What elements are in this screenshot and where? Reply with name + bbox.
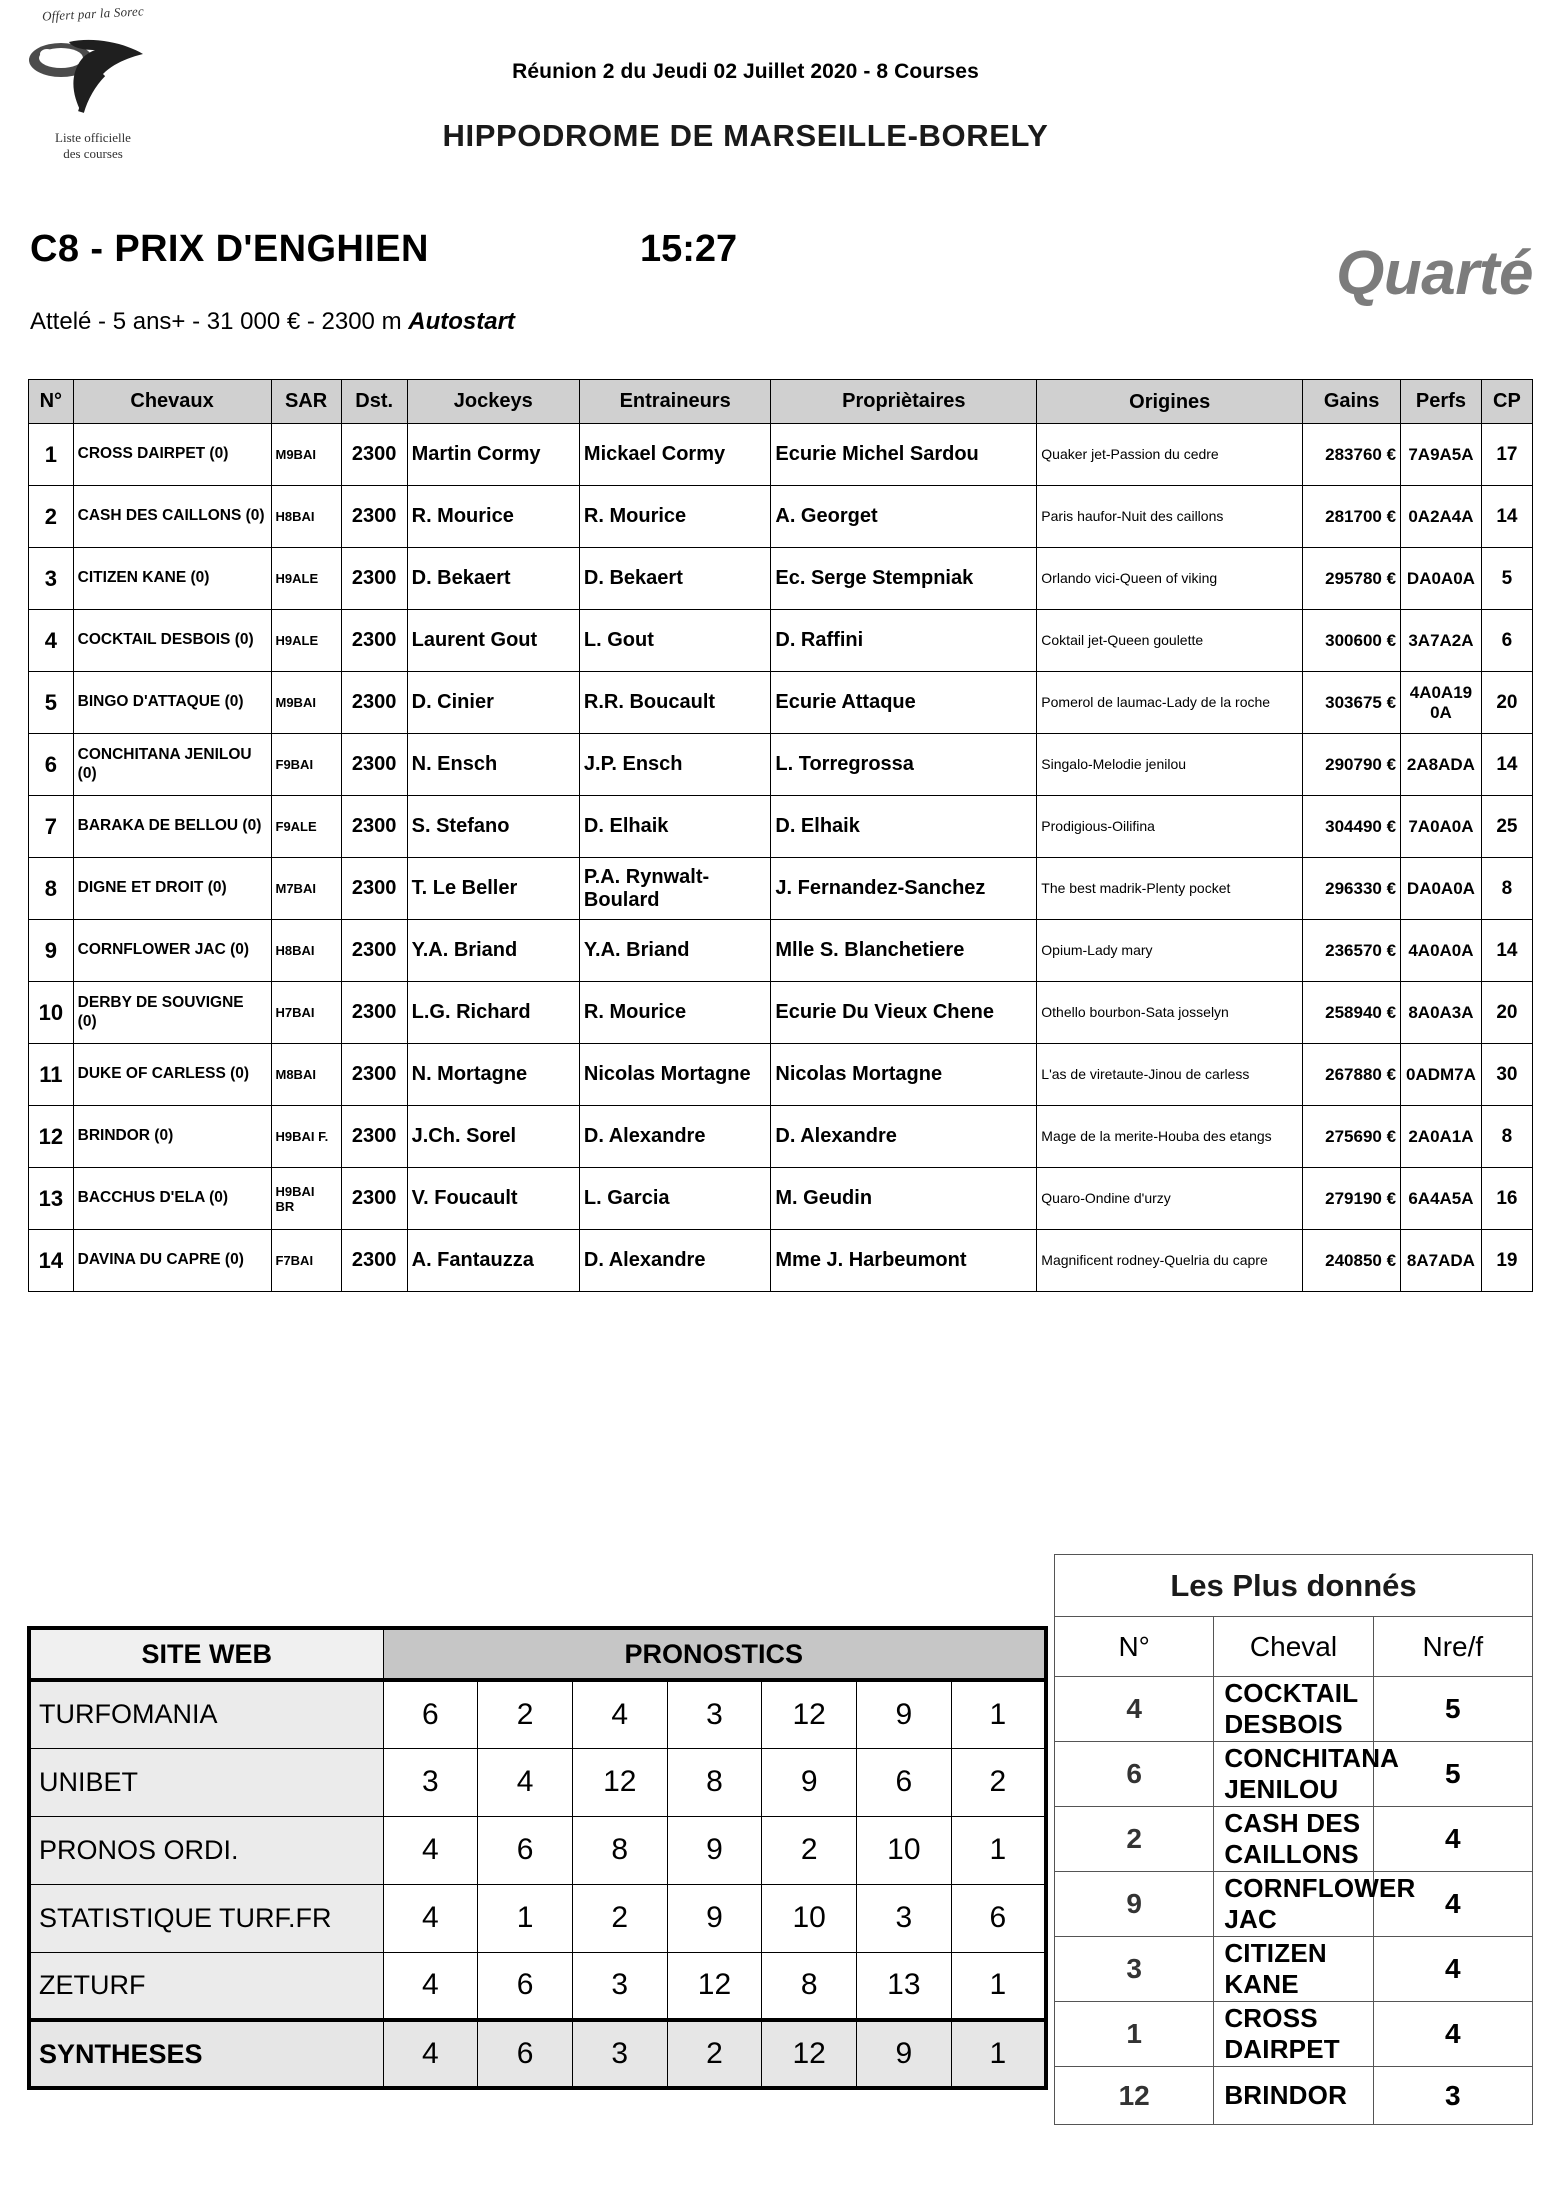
plus-donnes-horse: CASH DES CAILLONS	[1214, 1807, 1373, 1872]
pronostic-pick: 1	[951, 2020, 1046, 2088]
table-row	[29, 858, 1533, 920]
runner-distance: 2300	[341, 548, 407, 610]
runner-gains: 296330 €	[1303, 858, 1401, 920]
runner-perfs: 6A4A5A	[1401, 1168, 1482, 1230]
runner-horse-name: DUKE OF CARLESS (0)	[73, 1044, 271, 1106]
runner-sar: M8BAI	[271, 1044, 341, 1106]
plus-donnes-count: 4	[1373, 1937, 1532, 2002]
runner-perfs: DA0A0A	[1401, 548, 1482, 610]
runner-origin: L'as de viretaute-Jinou de carless	[1037, 1044, 1303, 1106]
runner-distance: 2300	[341, 858, 407, 920]
runner-origin: Coktail jet-Queen goulette	[1037, 610, 1303, 672]
plus-donnes-count: 3	[1373, 2067, 1532, 2125]
plus-donnes-number: 9	[1055, 1872, 1214, 1937]
plus-donnes-count: 5	[1373, 1677, 1532, 1742]
runner-gains: 279190 €	[1303, 1168, 1401, 1230]
pronostic-pick: 4	[572, 1680, 667, 1748]
runner-owner: A. Georget	[771, 486, 1037, 548]
sorec-logo	[18, 3, 168, 184]
runner-perfs: 0ADM7A	[1401, 1044, 1482, 1106]
table-row	[29, 796, 1533, 858]
runner-owner: Ecurie Attaque	[771, 672, 1037, 734]
table-row	[29, 1106, 1533, 1168]
plus-donnes-title-row	[1055, 1555, 1533, 1617]
runner-cp: 25	[1481, 796, 1532, 858]
pronostic-pick: 4	[383, 1884, 478, 1952]
runner-jockey: N. Mortagne	[407, 1044, 579, 1106]
runner-jockey: L.G. Richard	[407, 982, 579, 1044]
runner-origin: Mage de la merite-Houba des etangs	[1037, 1106, 1303, 1168]
runner-distance: 2300	[341, 982, 407, 1044]
runner-sar: F9ALE	[271, 796, 341, 858]
table-row	[29, 672, 1533, 734]
pronostic-site-name: ZETURF	[29, 1952, 383, 2020]
runner-origin: Quaker jet-Passion du cedre	[1037, 424, 1303, 486]
race-title: C8 - PRIX D'ENGHIEN	[30, 228, 429, 270]
runner-number: 7	[29, 796, 74, 858]
col-header-cp: CP	[1481, 380, 1532, 424]
runner-owner: J. Fernandez-Sanchez	[771, 858, 1037, 920]
pronostic-pick: 4	[383, 2020, 478, 2088]
pronostic-pick: 12	[667, 1952, 762, 2020]
runner-horse-name: CROSS DAIRPET (0)	[73, 424, 271, 486]
race-conditions	[30, 308, 515, 336]
runners-table	[28, 379, 1533, 1292]
runner-cp: 30	[1481, 1044, 1532, 1106]
runner-horse-name: CASH DES CAILLONS (0)	[73, 486, 271, 548]
logo-top-text: Offert par la Sorec	[41, 3, 145, 24]
runner-owner: D. Elhaik	[771, 796, 1037, 858]
table-row	[29, 610, 1533, 672]
runner-sar: F9BAI	[271, 734, 341, 796]
runner-distance: 2300	[341, 1230, 407, 1292]
table-row	[29, 1680, 1046, 1748]
runner-horse-name: COCKTAIL DESBOIS (0)	[73, 610, 271, 672]
runner-gains: 304490 €	[1303, 796, 1401, 858]
pronostic-pick: 2	[951, 1748, 1046, 1816]
runner-perfs: 0A2A4A	[1401, 486, 1482, 548]
plus-col-header-nref: Nre/f	[1373, 1617, 1532, 1677]
runner-distance: 2300	[341, 1044, 407, 1106]
runner-jockey: Y.A. Briand	[407, 920, 579, 982]
runner-jockey: Martin Cormy	[407, 424, 579, 486]
runner-cp: 16	[1481, 1168, 1532, 1230]
runners-header-row	[29, 380, 1533, 424]
pronostic-pick: 3	[383, 1748, 478, 1816]
runner-horse-name: DAVINA DU CAPRE (0)	[73, 1230, 271, 1292]
runner-perfs: 3A7A2A	[1401, 610, 1482, 672]
table-row	[29, 920, 1533, 982]
plus-donnes-horse: CROSS DAIRPET	[1214, 2002, 1373, 2067]
runner-gains: 267880 €	[1303, 1044, 1401, 1106]
runner-jockey: N. Ensch	[407, 734, 579, 796]
runner-perfs: 4A0A0A	[1401, 920, 1482, 982]
plus-col-header-cheval: Cheval	[1214, 1617, 1373, 1677]
runner-number: 10	[29, 982, 74, 1044]
plus-donnes-number: 1	[1055, 2002, 1214, 2067]
plus-donnes-horse: CITIZEN KANE	[1214, 1937, 1373, 2002]
pronostic-pick: 6	[478, 1816, 573, 1884]
runner-horse-name: BRINDOR (0)	[73, 1106, 271, 1168]
runner-number: 12	[29, 1106, 74, 1168]
runner-distance: 2300	[341, 1106, 407, 1168]
table-row	[29, 982, 1533, 1044]
runner-cp: 14	[1481, 486, 1532, 548]
runner-trainer: J.P. Ensch	[579, 734, 770, 796]
runner-number: 13	[29, 1168, 74, 1230]
table-row	[29, 424, 1533, 486]
runner-gains: 283760 €	[1303, 424, 1401, 486]
runner-distance: 2300	[341, 486, 407, 548]
runner-gains: 240850 €	[1303, 1230, 1401, 1292]
runner-sar: H8BAI	[271, 486, 341, 548]
list-item	[1055, 2002, 1533, 2067]
list-item	[1055, 2067, 1533, 2125]
race-conditions-text: Attelé - 5 ans+ - 31 000 € - 2300 m	[30, 308, 409, 335]
runner-distance: 2300	[341, 920, 407, 982]
runner-gains: 303675 €	[1303, 672, 1401, 734]
runner-owner: Mlle S. Blanchetiere	[771, 920, 1037, 982]
runner-origin: Orlando vici-Queen of viking	[1037, 548, 1303, 610]
runner-sar: H7BAI	[271, 982, 341, 1044]
table-row	[29, 1884, 1046, 1952]
plus-donnes-number: 3	[1055, 1937, 1214, 2002]
pronostic-site-name: TURFOMANIA	[29, 1680, 383, 1748]
col-header-dst: Dst.	[341, 380, 407, 424]
runner-owner: M. Geudin	[771, 1168, 1037, 1230]
pronostic-site-name: UNIBET	[29, 1748, 383, 1816]
runner-trainer: P.A. Rynwalt-Boulard	[579, 858, 770, 920]
runner-jockey: Laurent Gout	[407, 610, 579, 672]
runner-distance: 2300	[341, 672, 407, 734]
runner-sar: F7BAI	[271, 1230, 341, 1292]
runner-jockey: D. Bekaert	[407, 548, 579, 610]
runner-trainer: R.R. Boucault	[579, 672, 770, 734]
runner-sar: M9BAI	[271, 672, 341, 734]
race-time: 15:27	[640, 228, 738, 270]
runner-owner: D. Raffini	[771, 610, 1037, 672]
runner-origin: Opium-Lady mary	[1037, 920, 1303, 982]
col-header-trainers: Entraineurs	[579, 380, 770, 424]
plus-col-header-no: N°	[1055, 1617, 1214, 1677]
runner-origin: Pomerol de laumac-Lady de la roche	[1037, 672, 1303, 734]
table-row	[29, 548, 1533, 610]
runner-number: 11	[29, 1044, 74, 1106]
runner-cp: 19	[1481, 1230, 1532, 1292]
runner-origin: Singalo-Melodie jenilou	[1037, 734, 1303, 796]
pronostics-col-header-site: SITE WEB	[29, 1628, 383, 1680]
plus-donnes-title: Les Plus donnés	[1055, 1555, 1533, 1617]
col-header-sar: SAR	[271, 380, 341, 424]
list-item	[1055, 1677, 1533, 1742]
pronostic-pick: 8	[762, 1952, 857, 2020]
runner-cp: 8	[1481, 858, 1532, 920]
table-row	[29, 1230, 1533, 1292]
runner-origin: The best madrik-Plenty pocket	[1037, 858, 1303, 920]
list-item	[1055, 1937, 1533, 2002]
plus-donnes-count: 5	[1373, 1742, 1532, 1807]
runner-origin: Othello bourbon-Sata josselyn	[1037, 982, 1303, 1044]
runner-origin: Magnificent rodney-Quelria du capre	[1037, 1230, 1303, 1292]
plus-donnes-number: 6	[1055, 1742, 1214, 1807]
col-header-origins: Origines	[1037, 380, 1303, 424]
runner-horse-name: BARAKA DE BELLOU (0)	[73, 796, 271, 858]
runner-jockey: V. Foucault	[407, 1168, 579, 1230]
plus-donnes-number: 4	[1055, 1677, 1214, 1742]
pronostic-pick: 10	[762, 1884, 857, 1952]
runner-owner: Nicolas Mortagne	[771, 1044, 1037, 1106]
pronostic-pick: 4	[383, 1952, 478, 2020]
runner-jockey: J.Ch. Sorel	[407, 1106, 579, 1168]
runner-trainer: L. Garcia	[579, 1168, 770, 1230]
runner-perfs: DA0A0A	[1401, 858, 1482, 920]
runner-trainer: Y.A. Briand	[579, 920, 770, 982]
runner-sar: H9ALE	[271, 548, 341, 610]
runner-cp: 20	[1481, 982, 1532, 1044]
pronostic-pick: 12	[762, 2020, 857, 2088]
col-header-horses: Chevaux	[73, 380, 271, 424]
pronostic-pick: 2	[762, 1816, 857, 1884]
runner-sar: M7BAI	[271, 858, 341, 920]
runner-owner: D. Alexandre	[771, 1106, 1037, 1168]
runner-number: 8	[29, 858, 74, 920]
runner-origin: Paris haufor-Nuit des caillons	[1037, 486, 1303, 548]
bet-type-label: Quarté	[1336, 239, 1533, 308]
runner-trainer: L. Gout	[579, 610, 770, 672]
pronostic-pick: 6	[383, 1680, 478, 1748]
runner-distance: 2300	[341, 1168, 407, 1230]
table-row	[29, 1748, 1046, 1816]
runner-gains: 258940 €	[1303, 982, 1401, 1044]
runner-jockey: S. Stefano	[407, 796, 579, 858]
pronostic-pick: 12	[762, 1680, 857, 1748]
pronostic-pick: 9	[667, 1884, 762, 1952]
runner-jockey: T. Le Beller	[407, 858, 579, 920]
logo-bottom-line-2: des courses	[63, 146, 123, 162]
pronostic-site-name: PRONOS ORDI.	[29, 1816, 383, 1884]
hippodrome-title: HIPPODROME DE MARSEILLE-BORELY	[442, 118, 1049, 153]
runner-horse-name: BINGO D'ATTAQUE (0)	[73, 672, 271, 734]
runner-horse-name: CORNFLOWER JAC (0)	[73, 920, 271, 982]
pronostics-header-row	[29, 1628, 1046, 1680]
pronostic-pick: 6	[951, 1884, 1046, 1952]
list-item	[1055, 1742, 1533, 1807]
runner-perfs: 4A0A19 0A	[1401, 672, 1482, 734]
runner-owner: Ecurie Du Vieux Chene	[771, 982, 1037, 1044]
runner-gains: 281700 €	[1303, 486, 1401, 548]
pronostic-pick: 9	[667, 1816, 762, 1884]
runner-perfs: 2A0A1A	[1401, 1106, 1482, 1168]
runner-cp: 5	[1481, 548, 1532, 610]
pronostic-site-name: STATISTIQUE TURF.FR	[29, 1884, 383, 1952]
runner-sar: H9BAI BR	[271, 1168, 341, 1230]
runner-jockey: D. Cinier	[407, 672, 579, 734]
race-start-type: Autostart	[408, 308, 515, 335]
runner-jockey: R. Mourice	[407, 486, 579, 548]
plus-donnes-count: 4	[1373, 2002, 1532, 2067]
runner-gains: 295780 €	[1303, 548, 1401, 610]
runner-sar: H9ALE	[271, 610, 341, 672]
plus-donnes-horse: CONCHITANA JENILOU	[1214, 1742, 1373, 1807]
pronostic-pick: 4	[478, 1748, 573, 1816]
runner-trainer: R. Mourice	[579, 982, 770, 1044]
runner-number: 1	[29, 424, 74, 486]
logo-bottom-line-1: Liste officielle	[55, 130, 131, 145]
pronostic-pick: 10	[857, 1816, 952, 1884]
pronostics-col-header-picks: PRONOSTICS	[383, 1628, 1046, 1680]
plus-donnes-table	[1054, 1554, 1533, 2125]
runner-perfs: 7A9A5A	[1401, 424, 1482, 486]
runner-horse-name: DIGNE ET DROIT (0)	[73, 858, 271, 920]
runner-trainer: D. Alexandre	[579, 1230, 770, 1292]
plus-donnes-horse: COCKTAIL DESBOIS	[1214, 1677, 1373, 1742]
runner-owner: Ec. Serge Stempniak	[771, 548, 1037, 610]
pronostic-pick: 9	[857, 2020, 952, 2088]
pronostic-pick: 8	[667, 1748, 762, 1816]
pronostic-pick: 9	[762, 1748, 857, 1816]
pronostic-pick: 13	[857, 1952, 952, 2020]
list-item	[1055, 1807, 1533, 1872]
runner-cp: 20	[1481, 672, 1532, 734]
plus-donnes-count: 4	[1373, 1807, 1532, 1872]
runner-trainer: D. Bekaert	[579, 548, 770, 610]
runner-number: 4	[29, 610, 74, 672]
pronostic-pick: 4	[383, 1816, 478, 1884]
col-header-jockeys: Jockeys	[407, 380, 579, 424]
pronostics-section	[27, 1626, 1048, 2090]
runner-gains: 300600 €	[1303, 610, 1401, 672]
runner-trainer: Mickael Cormy	[579, 424, 770, 486]
col-header-perfs: Perfs	[1401, 380, 1482, 424]
plus-donnes-header-row	[1055, 1617, 1533, 1677]
runner-number: 14	[29, 1230, 74, 1292]
reunion-line: Réunion 2 du Jeudi 02 Juillet 2020 - 8 Courses	[512, 60, 979, 83]
pronostic-pick: 6	[478, 1952, 573, 2020]
pronostic-pick: 6	[478, 2020, 573, 2088]
plus-donnes-horse: BRINDOR	[1214, 2067, 1373, 2125]
table-row	[29, 1952, 1046, 2020]
pronostic-site-name: SYNTHESES	[29, 2020, 383, 2088]
pronostic-pick: 2	[667, 2020, 762, 2088]
pronostic-pick: 3	[857, 1884, 952, 1952]
runner-perfs: 8A0A3A	[1401, 982, 1482, 1044]
pronostic-pick: 1	[951, 1680, 1046, 1748]
pronostic-pick: 9	[857, 1680, 952, 1748]
runner-cp: 17	[1481, 424, 1532, 486]
runner-cp: 14	[1481, 734, 1532, 796]
runner-gains: 275690 €	[1303, 1106, 1401, 1168]
runner-trainer: R. Mourice	[579, 486, 770, 548]
pronostic-pick: 1	[478, 1884, 573, 1952]
runner-number: 5	[29, 672, 74, 734]
list-item	[1055, 1872, 1533, 1937]
col-header-owners: Propriètaires	[771, 380, 1037, 424]
runner-number: 2	[29, 486, 74, 548]
table-row	[29, 734, 1533, 796]
runner-owner: L. Torregrossa	[771, 734, 1037, 796]
plus-donnes-count: 4	[1373, 1872, 1532, 1937]
runner-trainer: Nicolas Mortagne	[579, 1044, 770, 1106]
runner-perfs: 8A7ADA	[1401, 1230, 1482, 1292]
runner-perfs: 7A0A0A	[1401, 796, 1482, 858]
runner-owner: Ecurie Michel Sardou	[771, 424, 1037, 486]
pronostic-pick: 3	[572, 2020, 667, 2088]
runner-distance: 2300	[341, 610, 407, 672]
runner-origin: Prodigious-Oilifina	[1037, 796, 1303, 858]
runner-sar: H8BAI	[271, 920, 341, 982]
pronostic-pick: 1	[951, 1952, 1046, 2020]
plus-donnes-section	[1054, 1554, 1533, 2125]
plus-donnes-horse: CORNFLOWER JAC	[1214, 1872, 1373, 1937]
runner-horse-name: CITIZEN KANE (0)	[73, 548, 271, 610]
table-row	[29, 1044, 1533, 1106]
runner-number: 3	[29, 548, 74, 610]
pronostic-pick: 3	[667, 1680, 762, 1748]
pronostics-table	[27, 1626, 1048, 2090]
pronostic-pick: 2	[572, 1884, 667, 1952]
pronostic-pick: 6	[857, 1748, 952, 1816]
runner-cp: 6	[1481, 610, 1532, 672]
runner-gains: 290790 €	[1303, 734, 1401, 796]
pronostic-pick: 3	[572, 1952, 667, 2020]
runner-cp: 8	[1481, 1106, 1532, 1168]
runner-jockey: A. Fantauzza	[407, 1230, 579, 1292]
runner-origin: Quaro-Ondine d'urzy	[1037, 1168, 1303, 1230]
runner-cp: 14	[1481, 920, 1532, 982]
pronostic-pick: 2	[478, 1680, 573, 1748]
runner-trainer: D. Elhaik	[579, 796, 770, 858]
col-header-gains: Gains	[1303, 380, 1401, 424]
runner-gains: 236570 €	[1303, 920, 1401, 982]
runner-number: 9	[29, 920, 74, 982]
runner-trainer: D. Alexandre	[579, 1106, 770, 1168]
runner-distance: 2300	[341, 424, 407, 486]
pronostic-pick: 12	[572, 1748, 667, 1816]
table-row	[29, 2020, 1046, 2088]
pronostic-pick: 8	[572, 1816, 667, 1884]
table-row	[29, 486, 1533, 548]
table-row	[29, 1168, 1533, 1230]
runner-perfs: 2A8ADA	[1401, 734, 1482, 796]
runner-number: 6	[29, 734, 74, 796]
runner-distance: 2300	[341, 734, 407, 796]
plus-donnes-number: 2	[1055, 1807, 1214, 1872]
plus-donnes-number: 12	[1055, 2067, 1214, 2125]
runner-horse-name: BACCHUS D'ELA (0)	[73, 1168, 271, 1230]
runner-sar: H9BAI F.	[271, 1106, 341, 1168]
runner-sar: M9BAI	[271, 424, 341, 486]
col-header-no: N°	[29, 380, 74, 424]
pronostic-pick: 1	[951, 1816, 1046, 1884]
runner-distance: 2300	[341, 796, 407, 858]
runner-horse-name: DERBY DE SOUVIGNE (0)	[73, 982, 271, 1044]
runner-horse-name: CONCHITANA JENILOU (0)	[73, 734, 271, 796]
runner-owner: Mme J. Harbeumont	[771, 1230, 1037, 1292]
table-row	[29, 1816, 1046, 1884]
